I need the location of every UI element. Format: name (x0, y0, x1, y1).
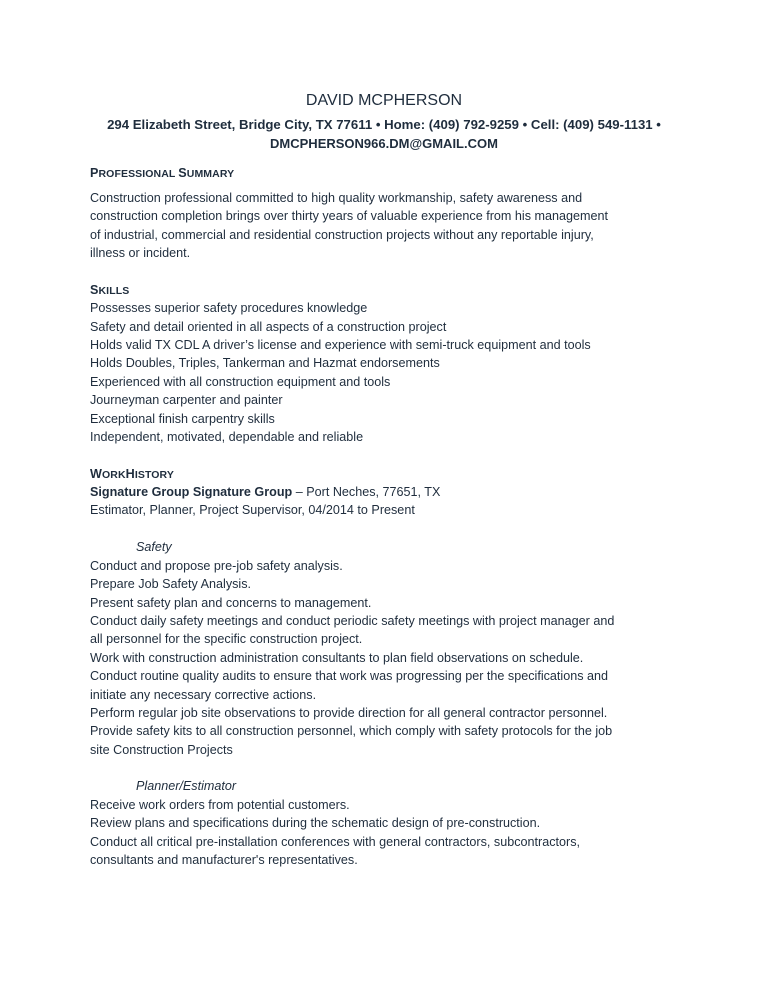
summary-line: Construction professional committed to high quality workmanship, safety awareness and (90, 191, 583, 205)
planner-duty: consultants and manufacturer's representatives. (90, 853, 358, 867)
safety-duty: Perform regular job site observations to provide direction for all general contractor personnel. (90, 706, 608, 720)
summary-line: illness or incident. (90, 246, 191, 260)
safety-duty: Conduct daily safety meetings and conduct periodic safety meetings with project manager and (90, 614, 615, 628)
employer-location: – Port Neches, 77651, TX (292, 485, 441, 499)
safety-duty: Conduct routine quality audits to ensure that work was progressing per the specifications and (90, 669, 609, 683)
safety-duty: site Construction Projects (90, 743, 233, 757)
skill-item: Safety and detail oriented in all aspects of a construction project (90, 320, 447, 334)
professional-summary-heading: PROFESSIONAL SUMMARY (90, 166, 235, 180)
skill-item: Experienced with all construction equipment and tools (90, 375, 391, 389)
summary-line: of industrial, commercial and residential construction projects without any reportable injury, (90, 228, 594, 242)
safety-duty: Conduct and propose pre-job safety analysis. (90, 559, 343, 573)
skill-item: Journeyman carpenter and painter (90, 393, 283, 407)
role-line: Estimator, Planner, Project Supervisor, 04/2014 to Present (90, 503, 415, 517)
planner-estimator-subheading: Planner/Estimator (136, 779, 237, 793)
planner-duty: Conduct all critical pre-installation conferences with general contractors, subcontractors, (90, 835, 580, 849)
employer-line (90, 483, 440, 502)
skill-item: Holds Doubles, Triples, Tankerman and Hazmat endorsements (90, 356, 440, 370)
safety-duty: Work with construction administration consultants to plan field observations on schedule. (90, 651, 584, 665)
skill-item: Possesses superior safety procedures knowledge (90, 301, 368, 315)
skill-item: Holds valid TX CDL A driver’s license and experience with semi-truck equipment and tools (90, 338, 591, 352)
safety-duty: initiate any necessary corrective actions. (90, 688, 317, 702)
safety-duty: Prepare Job Safety Analysis. (90, 577, 252, 591)
safety-subheading: Safety (136, 540, 172, 554)
safety-duty: all personnel for the specific construction project. (90, 632, 363, 646)
email-address: DMCPHERSON966.DM@GMAIL.COM (270, 136, 498, 151)
planner-duty: Receive work orders from potential customers. (90, 798, 350, 812)
skills-heading: SKILLS (90, 283, 130, 297)
summary-line: construction completion brings over thirty years of valuable experience from his management (90, 209, 608, 223)
skill-item: Exceptional finish carpentry skills (90, 412, 275, 426)
planner-duty: Review plans and specifications during the schematic design of pre-construction. (90, 816, 541, 830)
safety-duty: Present safety plan and concerns to management. (90, 596, 372, 610)
skill-item: Independent, motivated, dependable and reliable (90, 430, 364, 444)
candidate-name: DAVID MCPHERSON (305, 92, 463, 109)
safety-duty: Provide safety kits to all construction personnel, which comply with safety protocols for the job (90, 724, 613, 738)
employer-name: Signature Group Signature Group (90, 485, 293, 499)
contact-line: 294 Elizabeth Street, Bridge City, TX 77611 • Home: (409) 792-9259 • Cell: (409) 549-1131 • (107, 117, 661, 132)
work-history-heading: WORKHISTORY (90, 467, 174, 481)
